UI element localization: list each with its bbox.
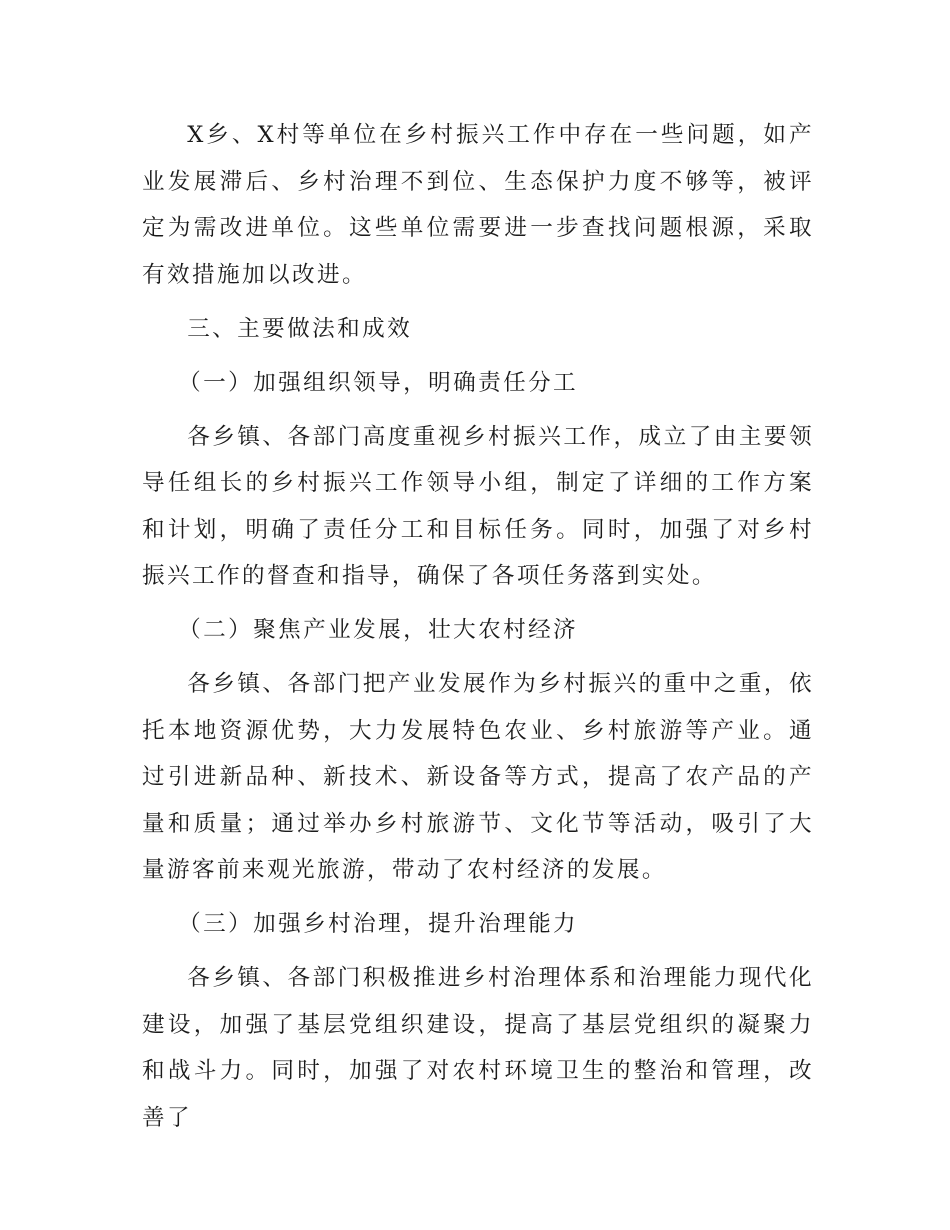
subheading-rural-governance: （三）加强乡村治理，提升治理能力 bbox=[178, 911, 579, 937]
paragraph-improvement-units: X乡、X村等单位在乡村振兴工作中存在一些问题，如产业发展滞后、乡村治理不到位、生态保护力度不够等，被评定为需改进单位。这些单位需要进一步查找问题根源，采取有效措施加以改进。 bbox=[142, 122, 814, 288]
document-page bbox=[142, 112, 814, 1149]
subheading-organization-leadership: （一）加强组织领导，明确责任分工 bbox=[178, 369, 579, 396]
paragraph-rural-governance: 各乡镇、各部门积极推进乡村治理体系和治理能力现代化建设，加强了基层党组织建设，提高了基层党组织的凝聚力和战斗力。同时，加强了对农村环境卫生的整治和管理，改善了 bbox=[142, 965, 814, 1131]
paragraph-organization-leadership: 各乡镇、各部门高度重视乡村振兴工作，成立了由主要领导任组长的乡村振兴工作领导小组，制定了详细的工作方案和计划，明确了责任分工和目标任务。同时，加强了对乡村振兴工作的督查和指导，确保了各项任务落到实处。 bbox=[142, 423, 814, 589]
section-heading-main-practices: 三、主要做法和成效 bbox=[187, 315, 413, 342]
subheading-industry-development: （二）聚焦产业发展，壮大农村经济 bbox=[178, 617, 579, 643]
paragraph-industry-development: 各乡镇、各部门把产业发展作为乡村振兴的重中之重，依托本地资源优势，大力发展特色农业、乡村旅游等产业。通过引进新品种、新技术、新设备等方式，提高了农产品的产量和质量；通过举办乡村旅游节、文化节等活动，吸引了大量游客前来观光旅游，带动了农村经济的发展。 bbox=[142, 671, 814, 883]
